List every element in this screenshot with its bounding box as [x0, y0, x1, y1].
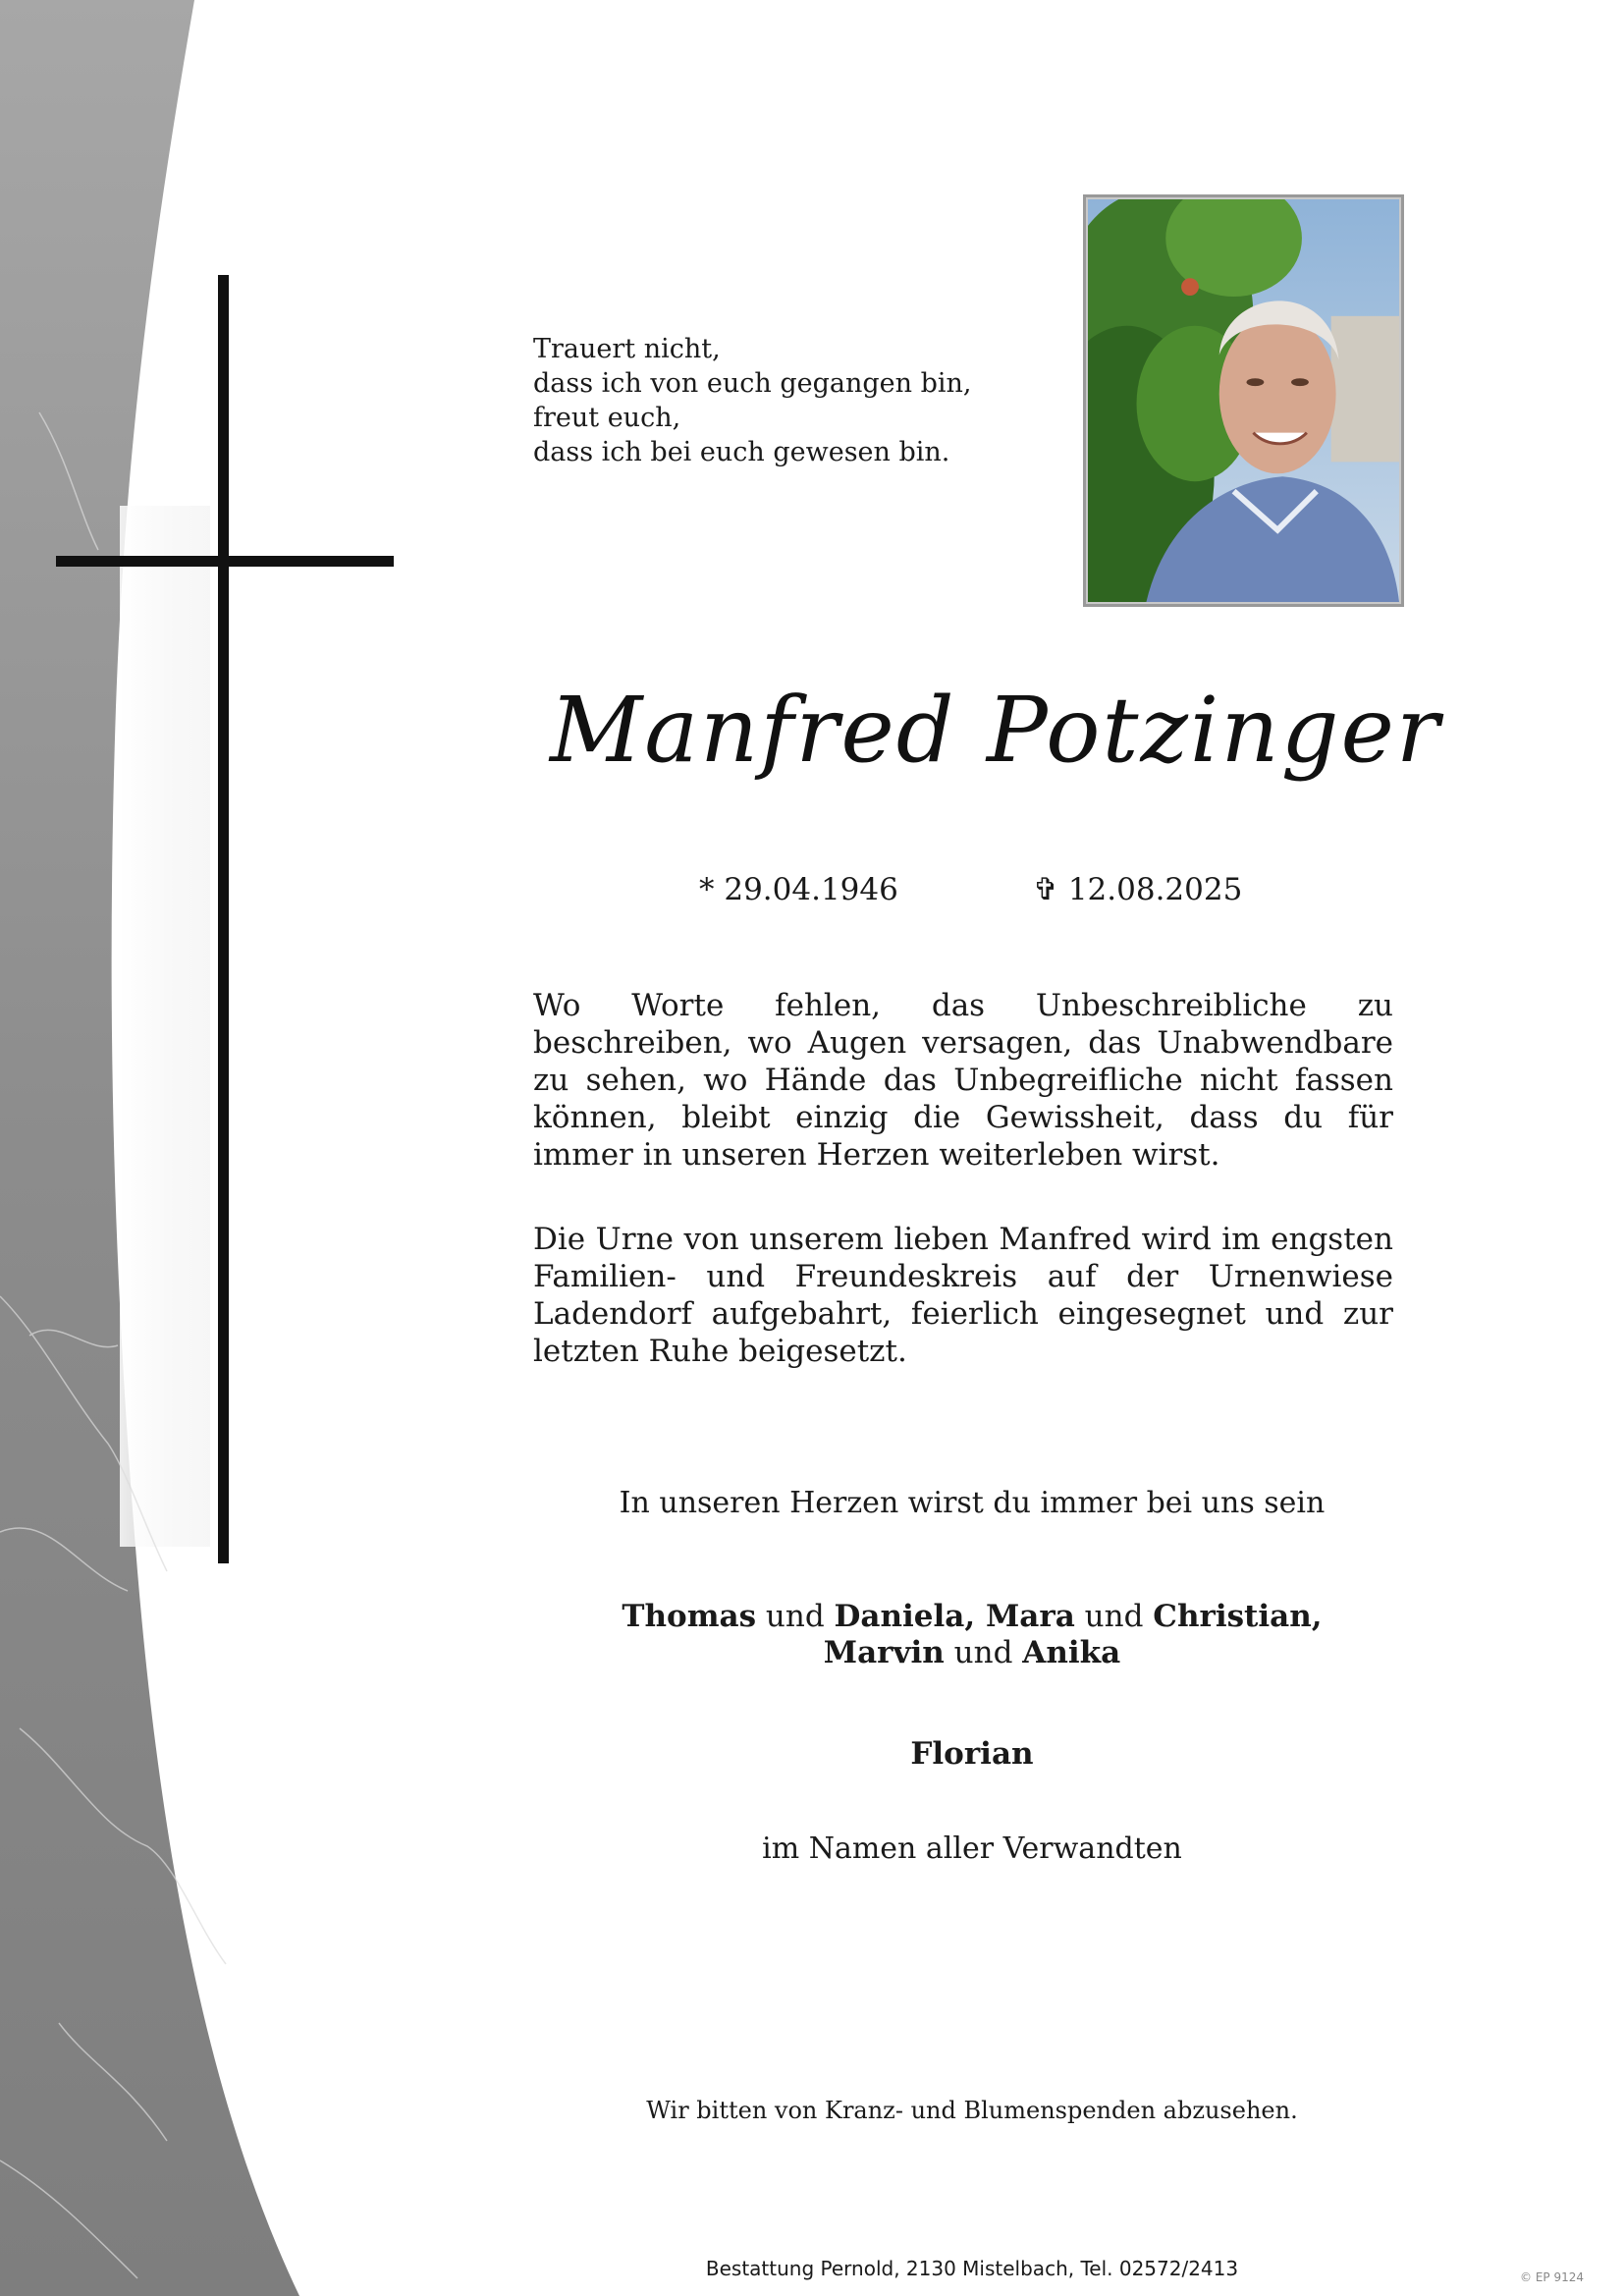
- mourner-single: Florian: [910, 1736, 1034, 1772]
- connector: und: [944, 1635, 1023, 1670]
- connector: und: [756, 1599, 835, 1634]
- mourners-line-2: [550, 1635, 1394, 1671]
- motto-line: Trauert nicht,: [533, 334, 721, 364]
- mourner-name: Daniela, Mara: [834, 1599, 1075, 1634]
- cross-beam: [56, 556, 394, 567]
- deceased-name: Manfred Potzinger: [550, 678, 1441, 783]
- funeral-info-paragraph: Die Urne von unserem lieben Manfred wird im engsten Familien- und Freundeskreis auf der Urnenwiese Ladendorf aufgebahrt, feierlich eingesegnet und zur letzten Ruhe beigesetzt.: [533, 1222, 1393, 1369]
- connector: und: [1074, 1599, 1154, 1634]
- funeral-home-footer: Bestattung Pernold, 2130 Mistelbach, Tel. 02572/2413: [705, 2257, 1239, 2280]
- mourners-line-1: [550, 1599, 1394, 1635]
- relatives-line: im Namen aller Verwandten: [762, 1831, 1182, 1866]
- latin-cross-icon: [218, 275, 229, 1563]
- tribute-paragraph: Wo Worte fehlen, das Unbeschreibliche zu beschreiben, wo Augen versagen, das Unabwendbare zu sehen, wo Hände das Unbegreifliche nicht fassen können, bleibt einzig die Gewissheit, dass du für immer in unseren Herzen weiterleben wirst.: [533, 988, 1393, 1173]
- mourner-name: Christian,: [1153, 1599, 1323, 1634]
- template-code: © EP 9124: [1520, 2270, 1584, 2284]
- motto-verse: [533, 332, 972, 469]
- marble-decor-band: [0, 0, 324, 2296]
- mourner-name: Marvin: [823, 1635, 945, 1670]
- motto-line: freut euch,: [533, 403, 681, 433]
- donation-notice: Wir bitten von Kranz- und Blumenspenden abzusehen.: [646, 2097, 1298, 2124]
- mourner-name: Anika: [1022, 1635, 1121, 1670]
- mourner-name: Thomas: [622, 1599, 757, 1634]
- portrait-photo: [1083, 194, 1404, 607]
- birth-date: * 29.04.1946: [699, 872, 898, 907]
- motto-line: dass ich bei euch gewesen bin.: [533, 437, 950, 467]
- mourners-list: [550, 1599, 1394, 1671]
- closing-motto: In unseren Herzen wirst du immer bei uns sein: [619, 1486, 1326, 1520]
- death-date: ✞ 12.08.2025: [1033, 872, 1243, 907]
- motto-line: dass ich von euch gegangen bin,: [533, 368, 972, 399]
